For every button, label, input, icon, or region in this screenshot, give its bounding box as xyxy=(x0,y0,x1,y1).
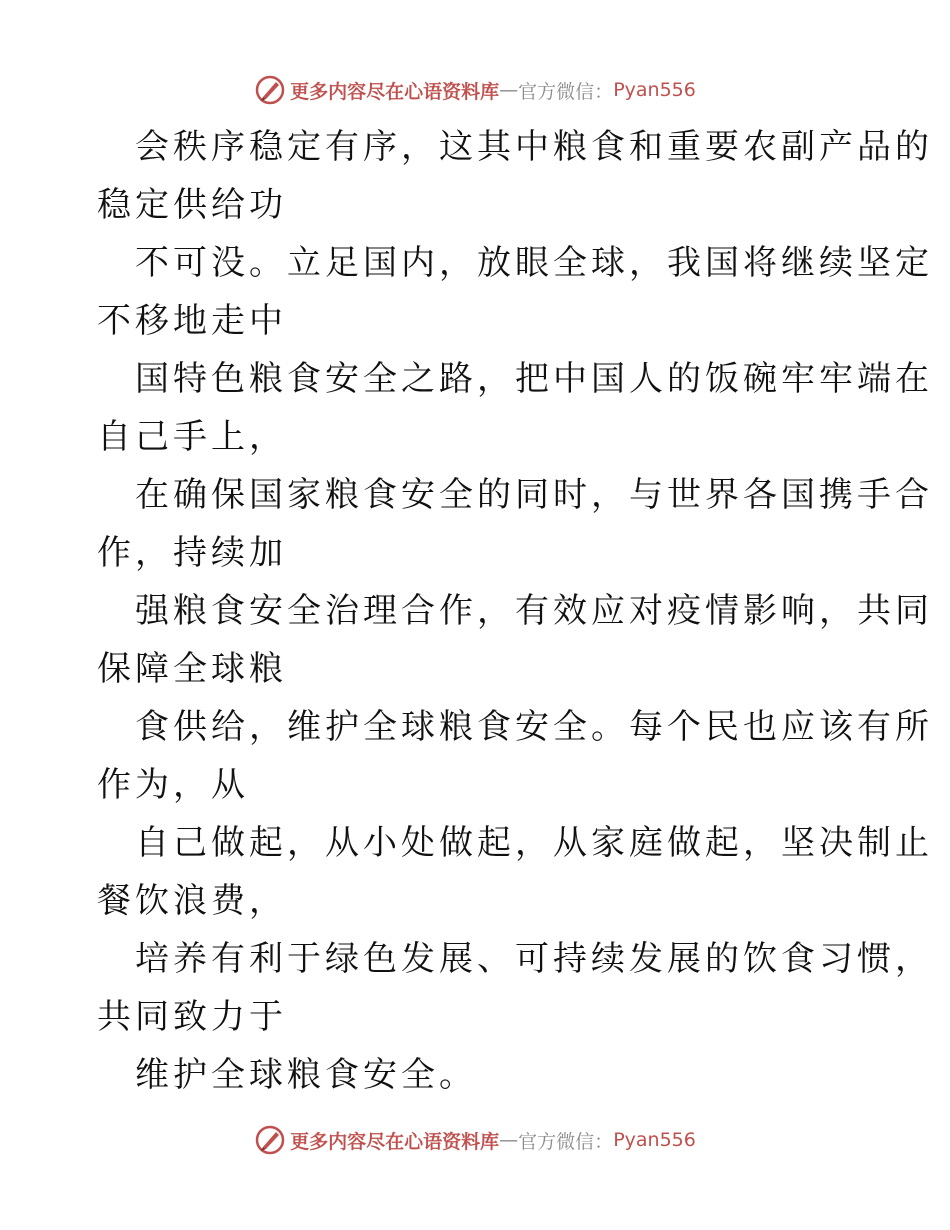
paragraph-7-line-2: 餐饮浪费， xyxy=(97,881,287,921)
header-brand: 更多内容尽在心语资料库 xyxy=(290,80,500,103)
paragraph-4-line-1: 在确保国家粮食安全的同时，与世界各国携手合 xyxy=(135,475,933,515)
paragraph-6-line-1: 食供给，维护全球粮食安全。每个民也应该有所 xyxy=(135,707,933,747)
paragraph-4 xyxy=(97,466,933,582)
paragraph-2 xyxy=(97,234,933,350)
footer-banner xyxy=(0,1120,950,1160)
footer-wechat-id: Pyan556 xyxy=(613,1129,696,1151)
paragraph-1-line-2: 稳定供给功 xyxy=(97,185,287,225)
paragraph-4-line-2: 作，持续加 xyxy=(97,533,287,573)
paragraph-9-line-1: 维护全球粮食安全。 xyxy=(135,1055,477,1095)
paragraph-7-line-1: 自己做起，从小处做起，从家庭做起，坚决制止 xyxy=(135,823,933,863)
pen-logo-icon xyxy=(254,74,286,106)
footer-separator: — xyxy=(499,1129,519,1151)
header-wechat-id: Pyan556 xyxy=(613,79,696,101)
paragraph-1 xyxy=(97,118,933,234)
paragraph-5-line-1: 强粮食安全治理合作，有效应对疫情影响，共同 xyxy=(135,591,933,631)
paragraph-1-line-1: 会秩序稳定有序，这其中粮食和重要农副产品的 xyxy=(135,127,933,167)
paragraph-3 xyxy=(97,350,933,466)
header-separator: — xyxy=(499,79,519,101)
paragraph-8-line-2: 共同致力于 xyxy=(97,997,287,1037)
footer-wechat-label: 官方微信： xyxy=(518,1130,614,1153)
paragraph-7 xyxy=(97,814,933,930)
pen-logo-icon xyxy=(254,1124,286,1156)
paragraph-5 xyxy=(97,582,933,698)
header-wechat-label: 官方微信： xyxy=(518,80,614,103)
paragraph-3-line-2: 自己手上， xyxy=(97,417,287,457)
paragraph-8 xyxy=(97,930,933,1046)
footer-brand: 更多内容尽在心语资料库 xyxy=(290,1130,500,1153)
header-banner xyxy=(0,70,950,110)
paragraph-5-line-2: 保障全球粮 xyxy=(97,649,287,689)
paragraph-2-line-2: 不移地走中 xyxy=(97,301,287,341)
paragraph-6 xyxy=(97,698,933,814)
paragraph-9 xyxy=(97,1046,857,1104)
paragraph-8-line-1: 培养有利于绿色发展、可持续发展的饮食习惯， xyxy=(135,939,933,979)
paragraph-6-line-2: 作为，从 xyxy=(97,765,249,805)
paragraph-3-line-1: 国特色粮食安全之路，把中国人的饭碗牢牢端在 xyxy=(135,359,933,399)
paragraph-2-line-1: 不可没。立足国内，放眼全球，我国将继续坚定 xyxy=(135,243,933,283)
document-body xyxy=(97,118,933,1104)
